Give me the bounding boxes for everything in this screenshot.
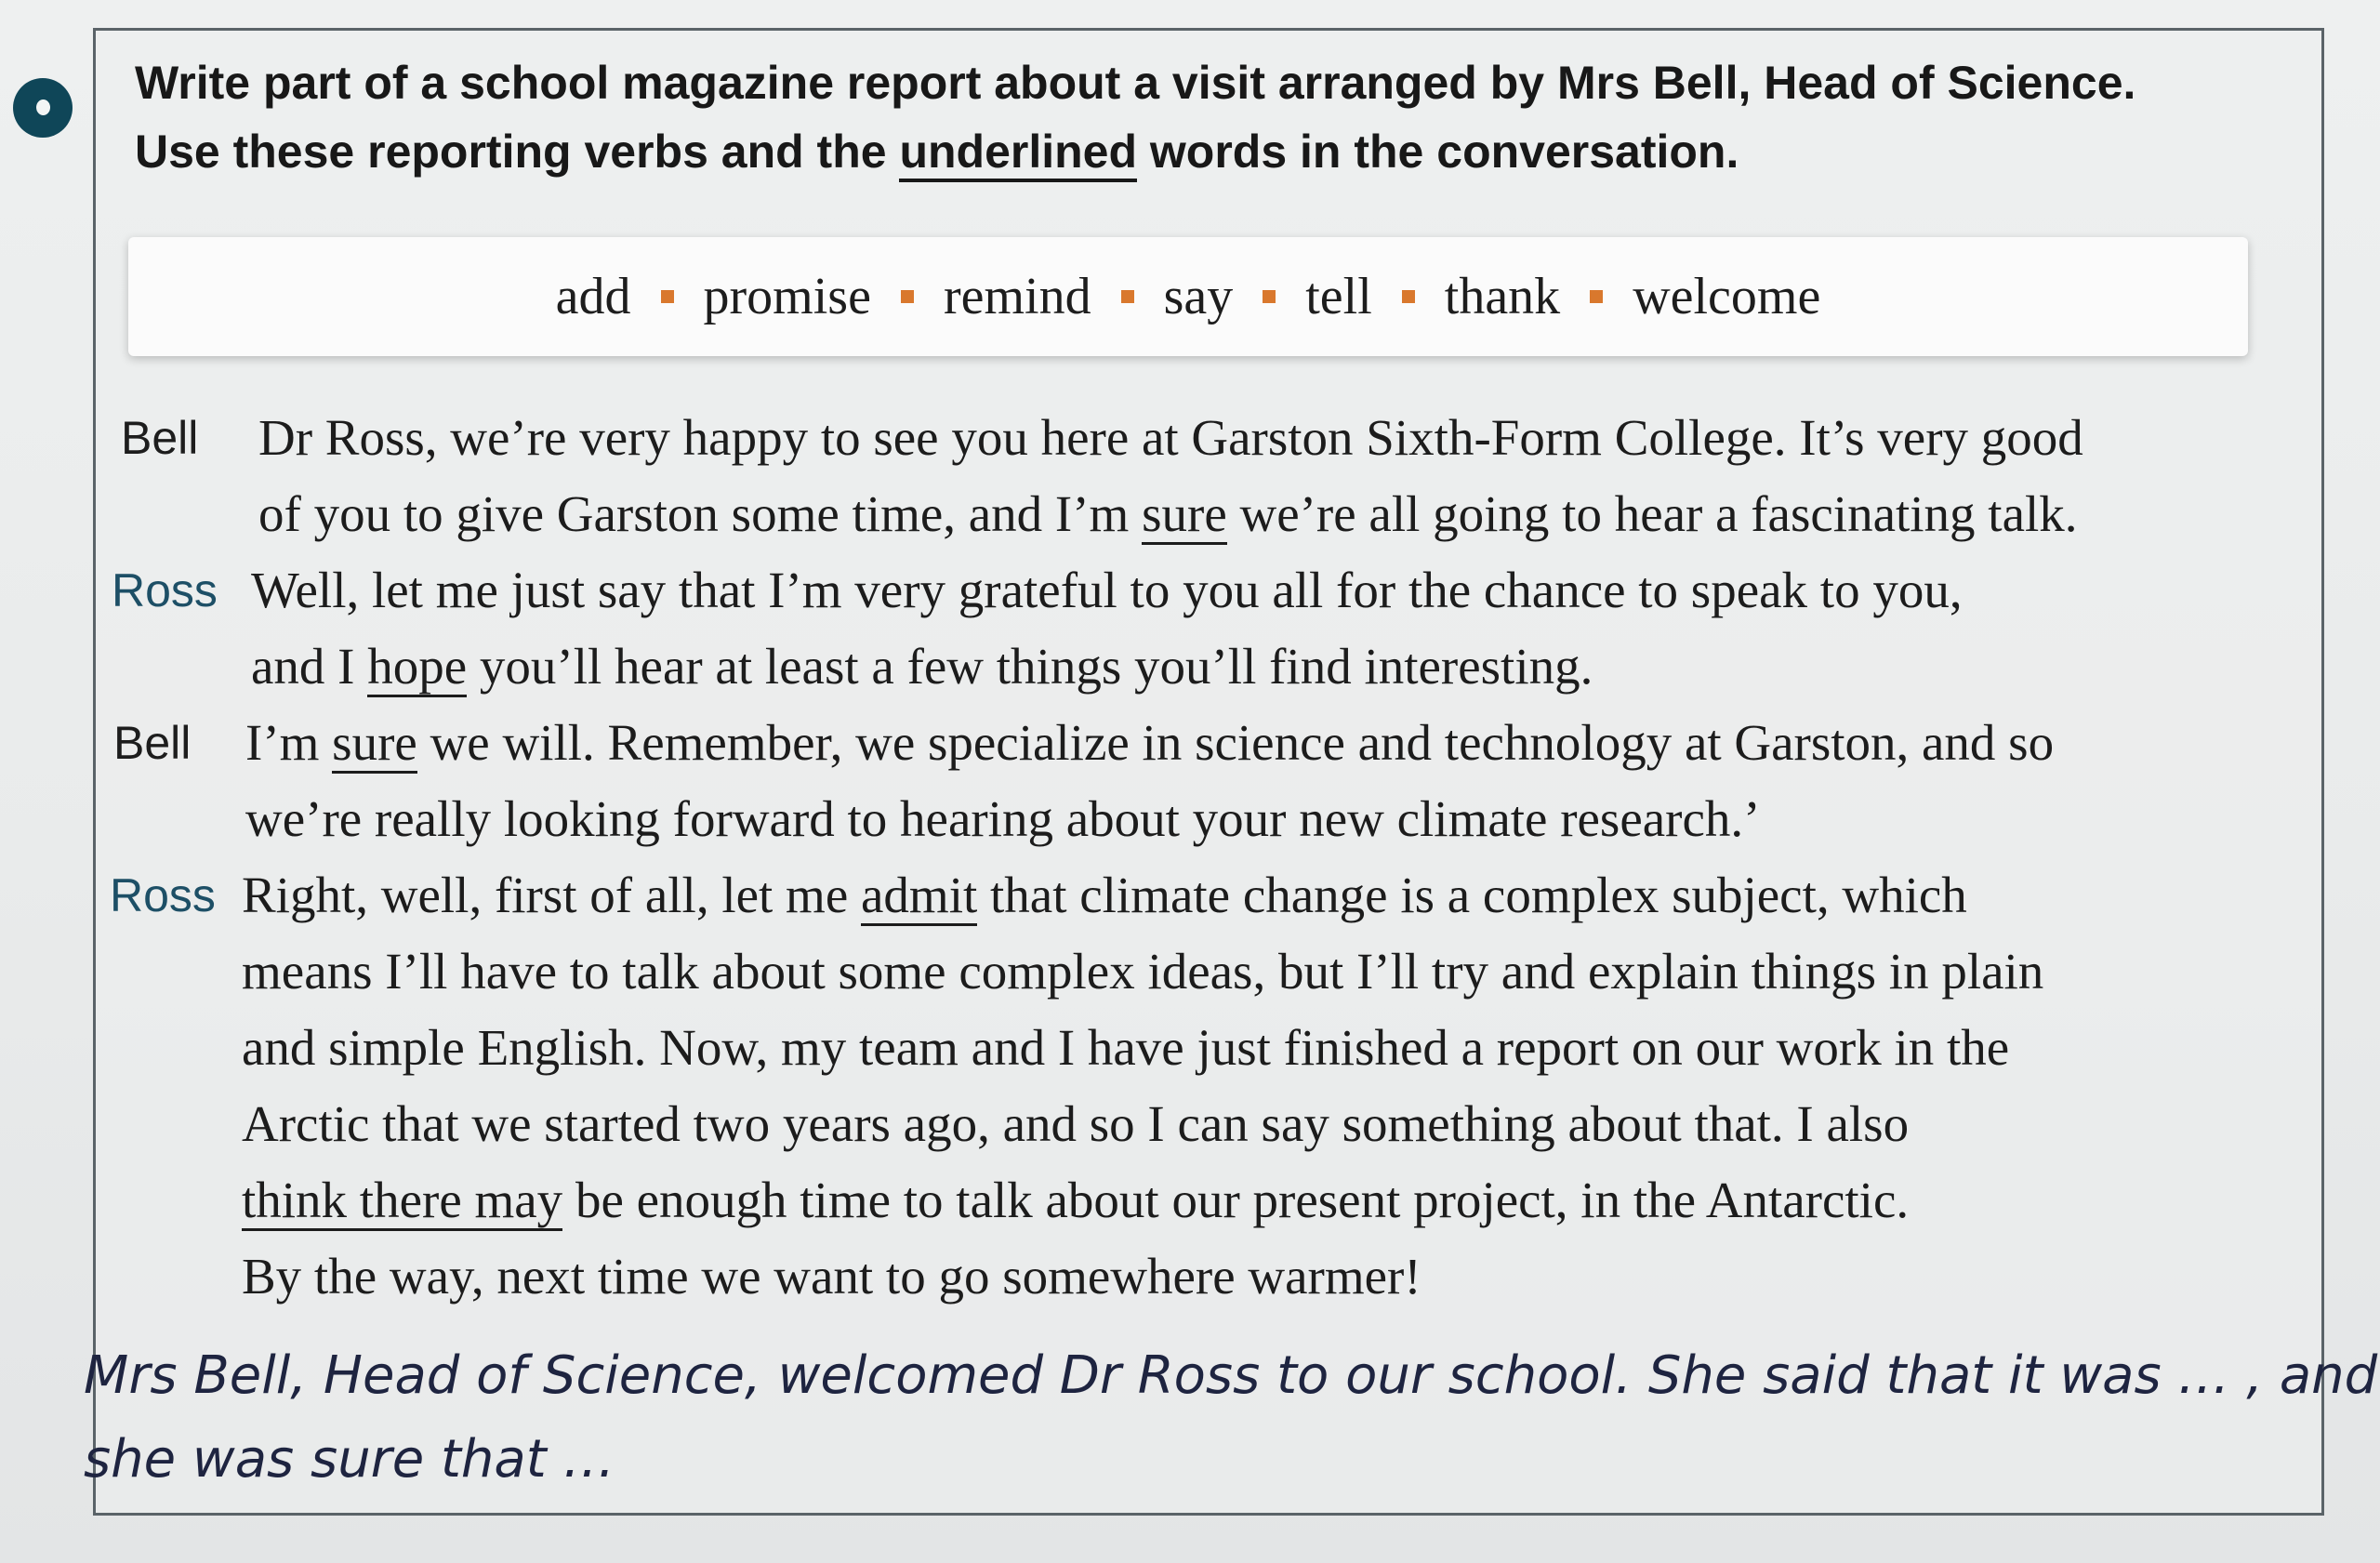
speech-segment: of you to give Garston some time, and I’m — [258, 485, 1143, 542]
reporting-verb: remind — [943, 268, 1091, 325]
speech-line — [251, 629, 1963, 705]
verb-separator-square-icon — [661, 290, 674, 303]
reporting-verb: tell — [1305, 268, 1372, 325]
speaker-name: Bell — [113, 717, 192, 769]
speaker-name: Bell — [121, 412, 199, 464]
speech-line — [251, 552, 1963, 629]
underlined-word: admit — [861, 867, 977, 926]
answer-line-2: she was sure that … — [84, 1429, 615, 1490]
exercise-bullet-icon — [13, 78, 73, 138]
example-answer — [84, 1334, 2378, 1502]
speech-line — [258, 476, 2083, 552]
instruction-line-2 — [135, 117, 2301, 186]
speech-segment: Well, let me just say that I’m very grateful to you all for the chance to speak to you, — [251, 562, 1963, 618]
verb-separator-square-icon — [1263, 290, 1276, 303]
speech-line — [242, 1238, 2043, 1315]
speech-segment: means I’ll have to talk about some complex ideas, but I’ll try and explain things in plain — [242, 943, 2044, 1000]
speech-segment: I’m — [245, 714, 333, 771]
underlined-word: think there may — [242, 1172, 562, 1231]
speech-text — [242, 857, 2043, 1315]
reporting-verb: add — [555, 268, 631, 325]
speech-segment: Right, well, first of all, let me — [242, 867, 861, 923]
speech-segment: we’re all going to hear a fascinating talk. — [1226, 485, 2078, 542]
exercise-instruction — [135, 48, 2301, 186]
speech-segment: you’ll hear at least a few things you’ll find interesting. — [467, 638, 1593, 695]
reporting-verb: say — [1163, 268, 1234, 325]
verb-separator-square-icon — [901, 290, 914, 303]
speech-segment: By the way, next time we want to go somewhere warmer! — [242, 1248, 1421, 1305]
verb-separator-square-icon — [1402, 290, 1415, 303]
speech-segment: we’re really looking forward to hearing about your new climate research.’ — [245, 790, 1761, 847]
underlined-word: sure — [1142, 485, 1227, 545]
reporting-verbs-box — [128, 237, 2248, 356]
reporting-verb: thank — [1444, 268, 1561, 325]
speaker-name: Ross — [112, 564, 218, 616]
speech-line — [245, 781, 2054, 857]
speech-segment: be enough time to talk about our present project, in the Antarctic. — [562, 1172, 1910, 1228]
speech-text — [258, 400, 2083, 552]
speech-text — [251, 552, 1963, 705]
reporting-verb: promise — [703, 268, 871, 325]
underlined-word: sure — [332, 714, 417, 774]
instruction-text-before: Use these reporting verbs and the — [135, 126, 900, 178]
speech-line — [242, 1086, 2043, 1162]
speech-line — [242, 934, 2043, 1010]
speech-segment: Arctic that we started two years ago, and so I can say something about that. I also — [242, 1095, 1910, 1152]
speech-line — [242, 857, 2043, 934]
speech-segment: we will. Remember, we specialize in science and technology at Garston, and so — [416, 714, 2055, 771]
underlined-word: hope — [367, 638, 467, 697]
speech-segment: and simple English. Now, my team and I have just finished a report on our work in the — [242, 1019, 2010, 1076]
speech-segment: Dr Ross, we’re very happy to see you here at Garston Sixth-Form College. It’s very good — [258, 409, 2083, 466]
speech-text — [245, 705, 2054, 857]
verb-separator-square-icon — [1121, 290, 1134, 303]
speech-line — [242, 1162, 2043, 1238]
speaker-name: Ross — [110, 869, 216, 921]
speech-line — [258, 400, 2083, 476]
speech-line — [245, 705, 2054, 781]
verb-separator-square-icon — [1590, 290, 1603, 303]
speech-line — [242, 1010, 2043, 1086]
speech-segment: that climate change is a complex subject, which — [977, 867, 1967, 923]
reporting-verb: welcome — [1633, 268, 1821, 325]
speech-segment: and I — [251, 638, 368, 695]
instruction-line-1: Write part of a school magazine report about a visit arranged by Mrs Bell, Head of Science. — [135, 57, 2136, 109]
instruction-text-after: words in the conversation. — [1137, 126, 1739, 178]
instruction-underlined-word: underlined — [899, 126, 1137, 182]
answer-line-1: Mrs Bell, Head of Science, welcomed Dr Ross to our school. She said that it was … , and — [84, 1345, 2378, 1406]
